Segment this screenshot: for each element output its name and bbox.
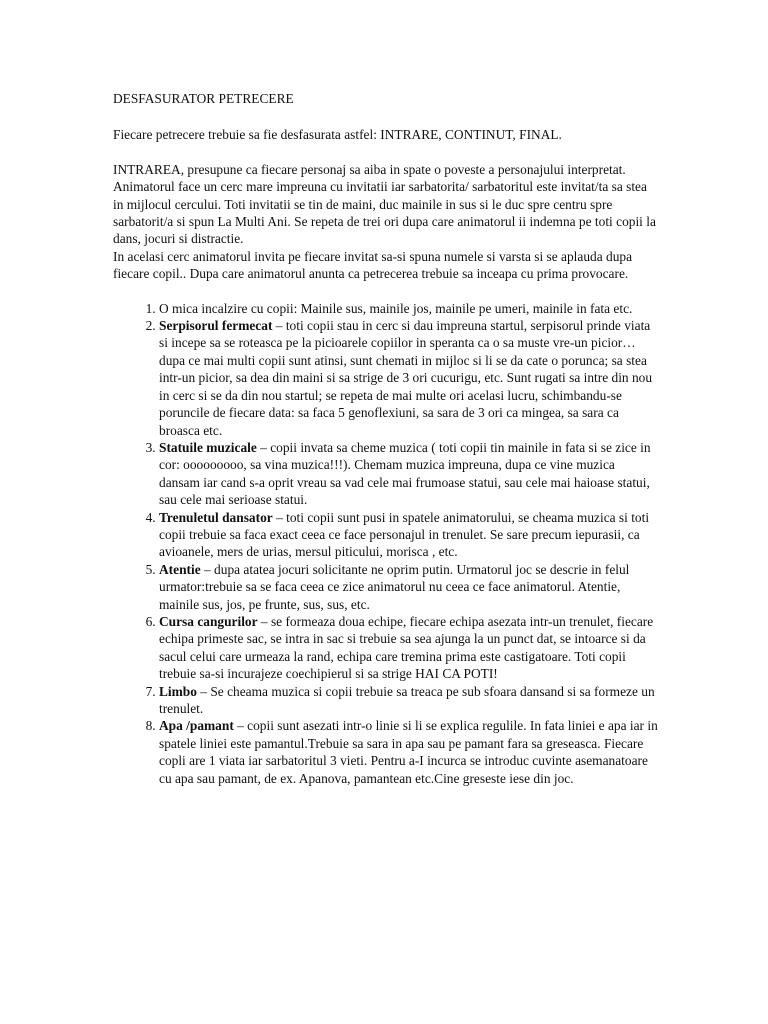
intro-paragraph: Animatorul face un cerc mare impreuna cu invitatii iar sarbatorita/ sarbatoritul este invitat/ta sa stea in mijlocul cercului. Toti invitatii se tin de maini, duc mainile in sus si le duc spre centru spre sarbatorit/a si spun La Multi Ani. Se repeta de trei ori dupa care animatorul ii indemna pe toti copii la dans, jocuri si distractie. (113, 179, 656, 247)
game-description: – copii invata sa cheme muzica ( toti copii tin mainile in fata si se zice in cor: ooooooooo, sa vina muzica!!!). Chemam muzica impreuna, dupa ce vine muzica dansam iar cand s-a oprit vreau sa vad cele mai frumoase statui, sau cele mai haioase statui, sau cele mai serioase statui. (159, 439, 651, 508)
game-item (159, 717, 658, 787)
intro-paragraph: In acelasi cerc animatorul invita pe fiecare invitat sa-si spuna numele si varsta si se aplauda dupa fiecare copil.. Dupa care animatorul anunta ca petrecerea trebuie sa inceapa cu prima provocare. (113, 248, 633, 282)
intro-paragraph: INTRAREA, presupune ca fiecare personaj sa aiba in spate o poveste a personajului interpretat. (113, 161, 626, 177)
game-item (159, 317, 658, 439)
game-description: – dupa atatea jocuri solicitante ne oprim putin. Urmatorul joc se descrie in felul urmator:trebuie sa se faca ceea ce zice animatorul nu ceea ce face animatorul. Atentie, mainile sus, jos, pe frunte, sus, sus, etc. (159, 561, 630, 612)
game-description: O mica incalzire cu copii: Mainile sus, mainile jos, mainile pe umeri, mainile in fata etc. (159, 300, 633, 316)
game-description: – toti copii sunt pusi in spatele animatorului, se cheama muzica si toti copii trebuie sa faca exact ceea ce face personajul in trenulet. Se sare precum iepurasii, ca avioanele, mers de urias, mersul piticului, morisca , etc. (159, 509, 650, 560)
document-title: DESFASURATOR PETRECERE (113, 91, 294, 106)
game-name: Statuile muzicale (159, 439, 257, 455)
game-name: Cursa cangurilor (159, 613, 258, 629)
game-description: – copii sunt asezati intr-o linie si li se explica regulile. In fata liniei e apa iar in spatele liniei este pamantul.Trebuie sa sara in apa sau pe pamant fara sa greseasca. Fiecare copli are 1 viata iar sarbatoritul 3 vieti. Pentru a-I incurca se introduc cuvinte asemanatoare cu apa sau pamant, de ex. Apanova, pamantean etc.Cine greseste iese din joc. (159, 718, 658, 786)
game-description: – Se cheama muzica si copii trebuie sa treaca pe sub sfoara dansand si sa formeze un trenulet. (159, 683, 655, 716)
game-name: Apa /pamant (159, 718, 234, 734)
intro-section (113, 161, 658, 283)
game-name: Atentie (159, 561, 201, 577)
game-description: – se formeaza doua echipe, fiecare echipa asezata intr-un trenulet, fiecare echipa primeste sac, se intra in sac si trebuie sa sea ajunga la un punct dat, se intoarce si da sacul celui care urmeaza la rand, echipa care tremina prima este castigatoare. Toti copii trebuie sa-si incurajeze coechipierul si sa strige HAI CA POTI! (159, 613, 654, 682)
game-item (159, 300, 658, 317)
game-name: Limbo (159, 683, 197, 699)
game-name: Serpisorul fermecat (159, 318, 273, 334)
document-page (113, 90, 658, 787)
game-item (159, 561, 658, 613)
game-item (159, 439, 658, 509)
games-list (113, 300, 658, 787)
game-item (159, 509, 658, 561)
game-description: – toti copii stau in cerc si dau impreuna startul, serpisorul prinde viata si incepe sa se roteasca pe la picioarele copiilor in speranta ca o sa muste vre-un picior…dupa ce mai multi copii sunt atinsi, sunt chemati in mijloc si li se da cate o porunca; sa stea intr-un picior, sa dea din maini si sa strige de 3 ori cucurigu, etc. Sunt rugati sa intre din nou in cerc si se da din nou startul; se repeta de mai multe ori acelasi lucru, schimbandu-se poruncile de fiecare data: sa faca 5 genoflexiuni, sa sara de 3 ori ca mingea, sa sara ca broasca etc. (159, 318, 653, 438)
game-item (159, 683, 658, 718)
lead-paragraph: Fiecare petrecere trebuie sa fie desfasurata astfel: INTRARE, CONTINUT, FINAL. (113, 127, 562, 143)
game-name: Trenuletul dansator (159, 509, 273, 525)
game-item (159, 613, 658, 683)
